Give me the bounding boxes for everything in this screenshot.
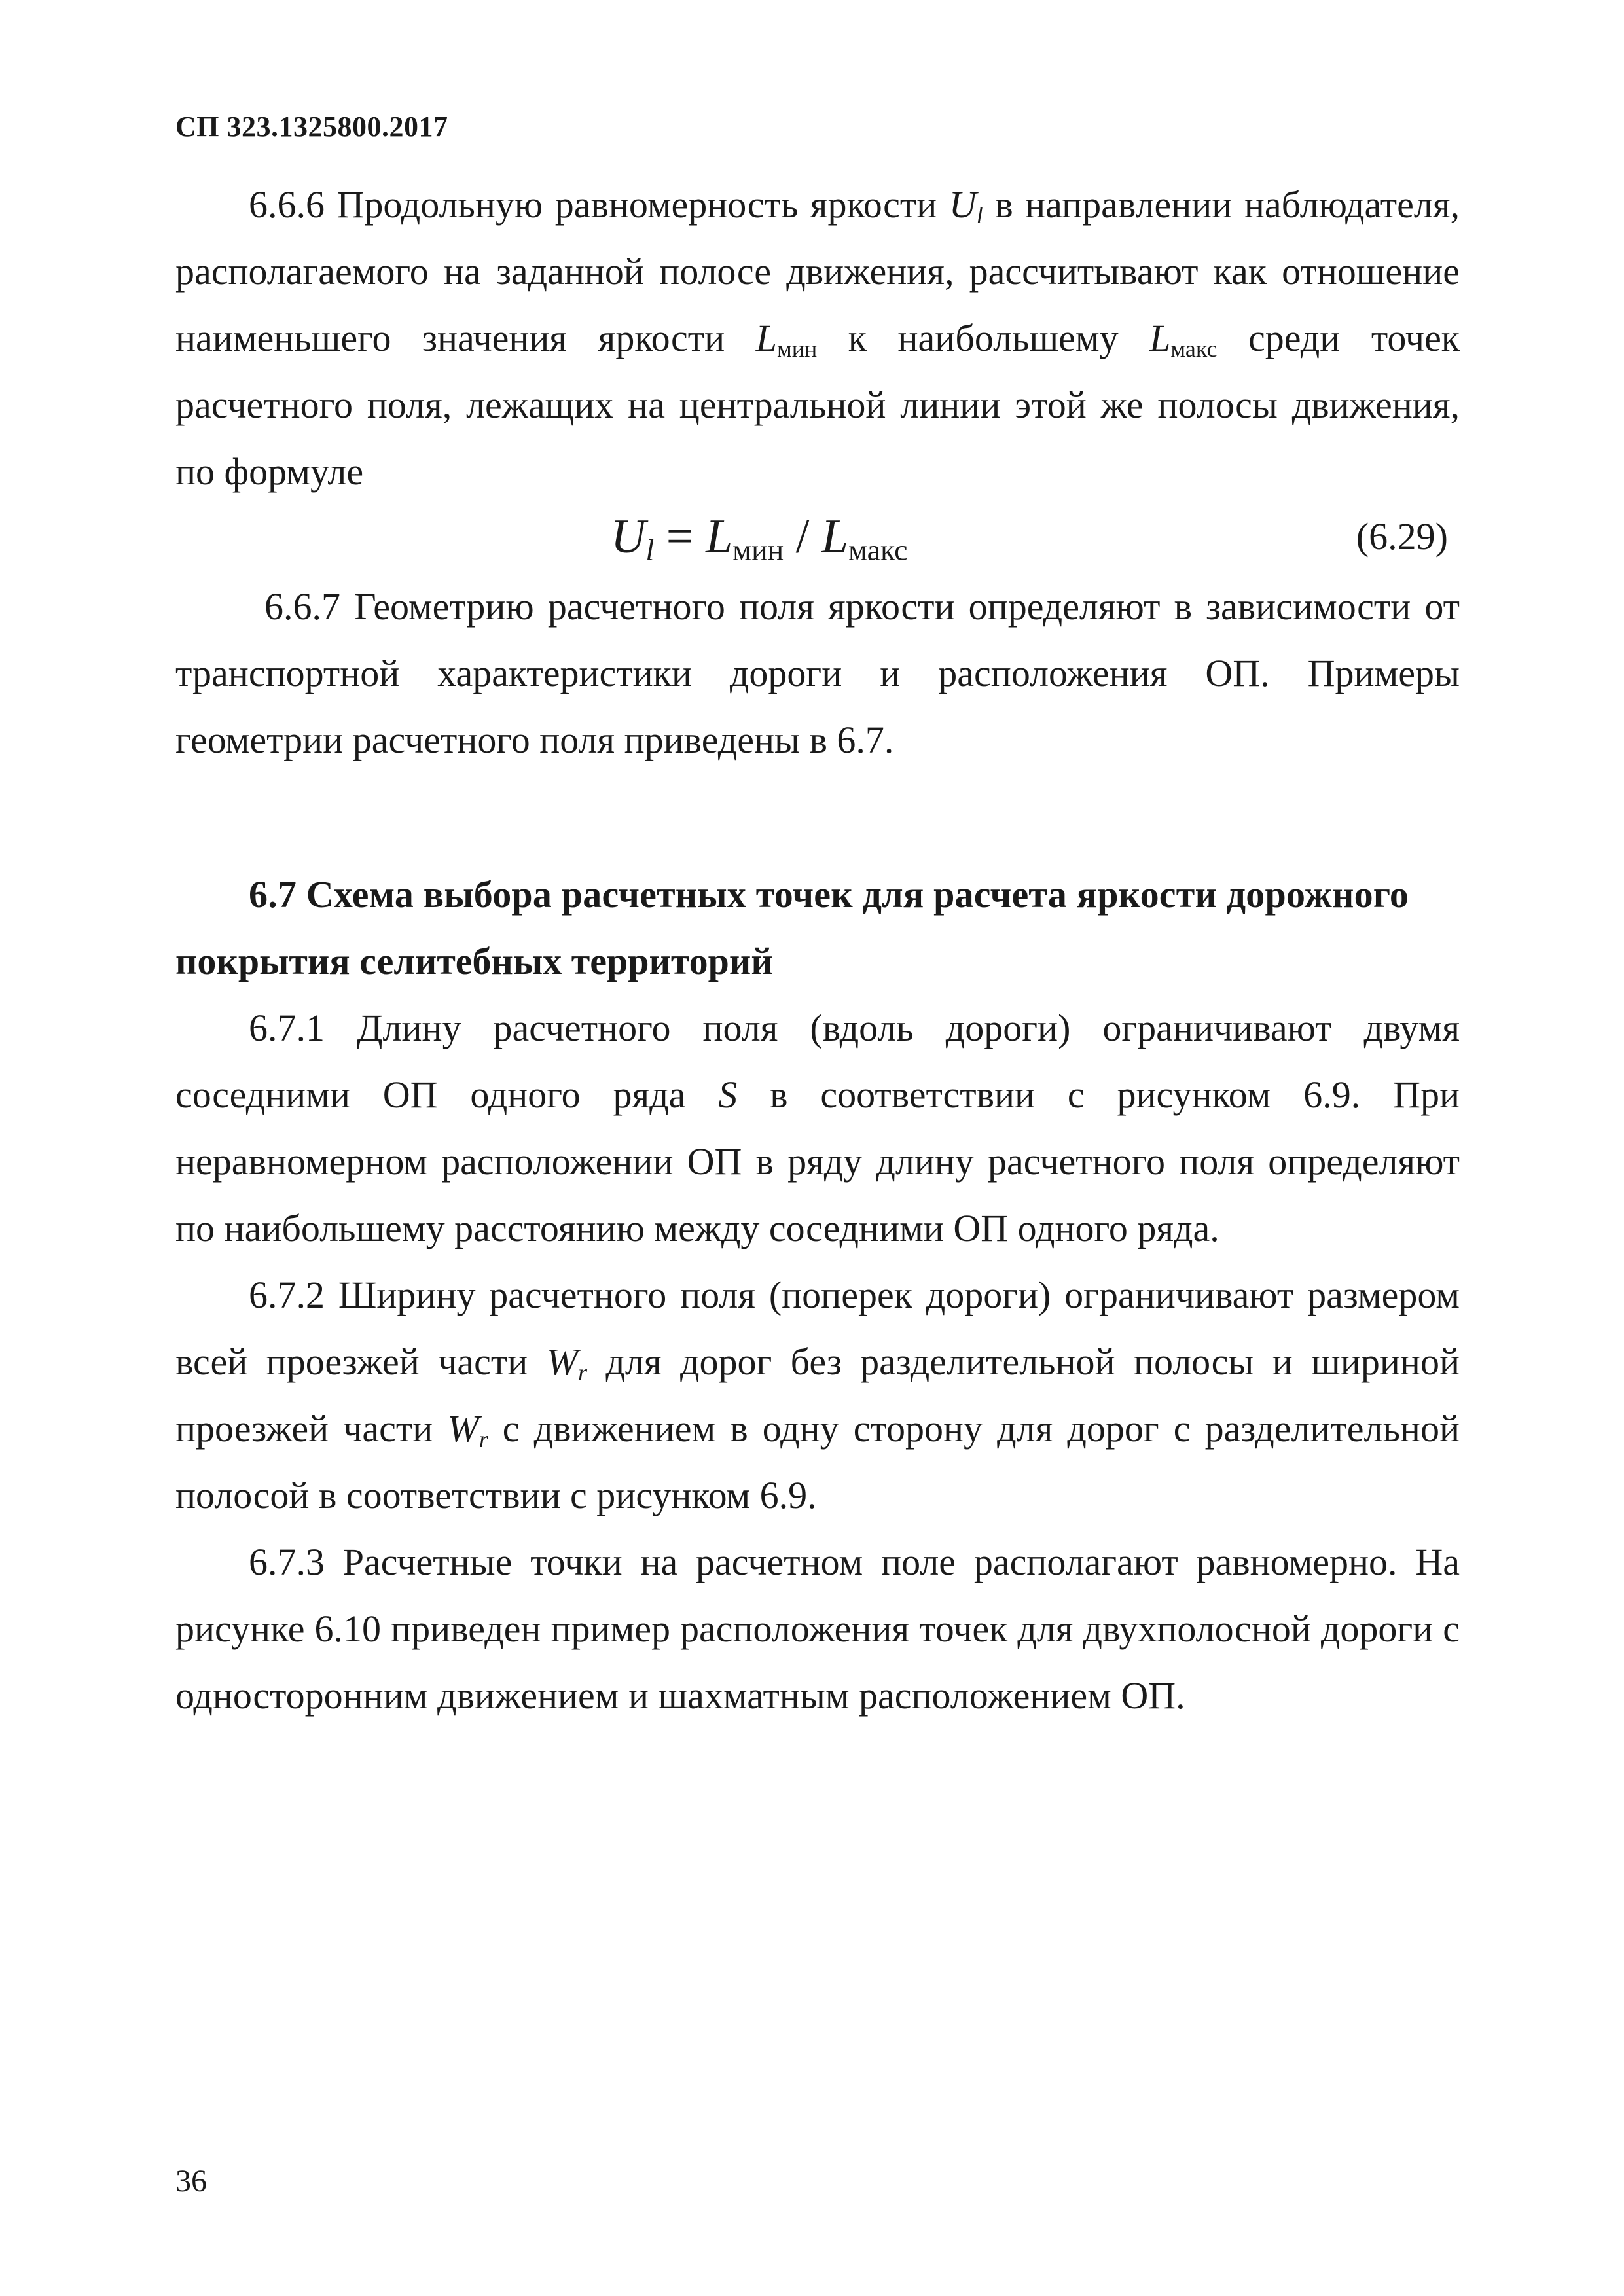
subscript-r: r bbox=[478, 1426, 488, 1452]
subscript-max: макс bbox=[1170, 335, 1218, 362]
variable-w: W bbox=[546, 1340, 579, 1383]
formula-expression bbox=[611, 501, 908, 572]
formula-l-max: L bbox=[821, 510, 848, 564]
paragraph-text: для дорог без разделительной полосы и шириной проезжей части bbox=[175, 1340, 1460, 1450]
paragraph-6-7-1 bbox=[175, 995, 1460, 1262]
paragraph-text: 6.7.1 Длину расчетного поля (вдоль дороги) ограничивают двумя соседними ОП одного ряда bbox=[175, 1007, 1460, 1116]
paragraph-text: среди точек расчетного поля, лежащих на центральной линии этой же полосы движения, по формуле bbox=[175, 317, 1460, 493]
section-heading-6-7: 6.7 Схема выбора расчетных точек для расчета яркости дорожного bbox=[249, 873, 1409, 916]
paragraph-text: в направлении наблюдателя, располагаемого на заданной полосе движения, рассчитывают как отношение наименьшего значения яркости bbox=[175, 183, 1460, 359]
variable-l-min: L bbox=[755, 317, 777, 359]
variable-w: W bbox=[447, 1407, 479, 1450]
subscript-l: l bbox=[976, 202, 983, 228]
paragraph-6-6-7: 6.6.7 Геометрию расчетного поля яркости определяют в зависимости от транспортной характеристики дороги и расположения ОП. Примеры геометрии расчетного поля приведены в 6.7. bbox=[175, 585, 1460, 761]
paragraph-6-7-3: 6.7.3 Расчетные точки на расчетном поле располагают равномерно. На рисунке 6.10 приведен пример расположения точек для двухполосной дороги с односторонним движением и шахматным расположением ОП. bbox=[175, 1541, 1460, 1717]
paragraph-text: 6.6.6 Продольную равномерность яркости bbox=[249, 183, 949, 226]
page-content bbox=[175, 171, 1460, 1729]
variable-s: S bbox=[718, 1073, 738, 1116]
formula-number: (6.29) bbox=[1356, 515, 1448, 558]
formula-slash: / bbox=[784, 510, 821, 564]
section-heading-6-7-line2: покрытия селитебных территорий bbox=[175, 940, 773, 982]
formula-u: U bbox=[611, 510, 646, 564]
formula-l-min: L bbox=[705, 510, 733, 564]
paragraph-6-6-6 bbox=[175, 171, 1460, 505]
formula-equals: = bbox=[654, 510, 706, 564]
formula-u-subscript: l bbox=[645, 533, 655, 567]
subscript-min: мин bbox=[776, 335, 818, 362]
paragraph-text: с движением в одну сторону для дорог с разделительной полосой в соответствии с рисунком 6.9. bbox=[175, 1407, 1460, 1516]
variable-l-max: L bbox=[1149, 317, 1171, 359]
page-number: 36 bbox=[175, 2164, 207, 2198]
subscript-r: r bbox=[578, 1359, 588, 1386]
formula-max-subscript: макс bbox=[848, 533, 908, 567]
paragraph-text: в соответствии с рисунком 6.9. При неравномерном расположении ОП в ряду длину расчетного поля определяют по наибольшему расстоянию между соседними ОП одного ряда. bbox=[175, 1073, 1460, 1249]
formula-6-29 bbox=[175, 501, 1460, 572]
paragraph-text: 6.7.2 Ширину расчетного поля (поперек дороги) ограничивают размером всей проезжей части bbox=[175, 1274, 1460, 1383]
paragraph-6-7-2 bbox=[175, 1262, 1460, 1529]
document-code-header: СП 323.1325800.2017 bbox=[175, 111, 448, 143]
paragraph-text: к наибольшему bbox=[817, 317, 1150, 359]
variable-u: U bbox=[948, 183, 977, 226]
formula-min-subscript: мин bbox=[732, 533, 784, 567]
